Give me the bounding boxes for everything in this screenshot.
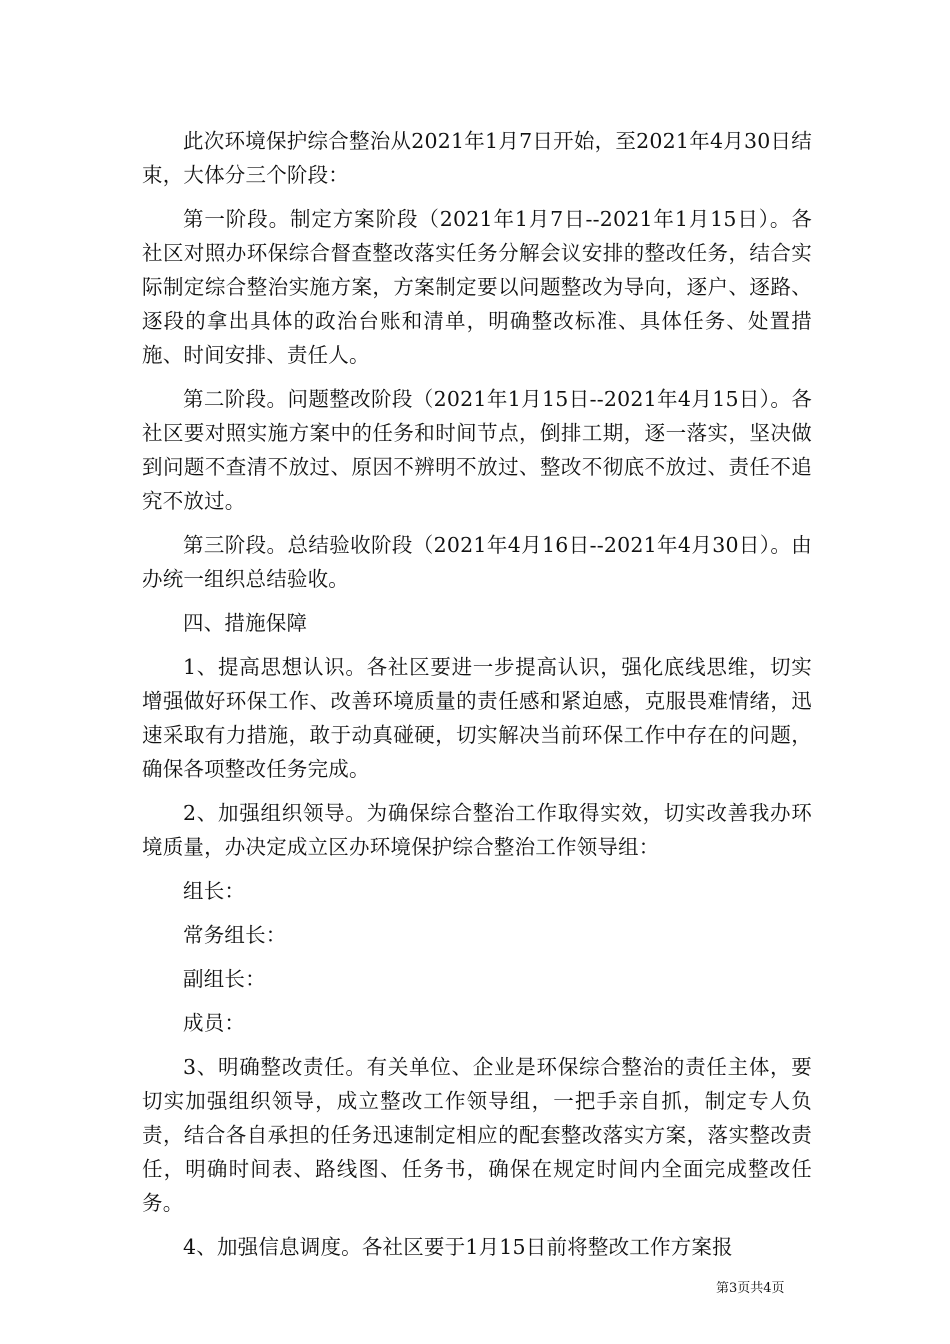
paragraph-phase-1: 第一阶段。制定方案阶段（2021年1月7日--2021年1月15日）。各社区对照办环保综合督查整改落实任务分解会议安排的整改任务，结合实际制定综合整治实施方案，方案制定要以问题整改为导向，逐户、逐路、逐段的拿出具体的政治台账和清单，明确整改标准、具体任务、处置措施、时间安排、责任人。 xyxy=(142,207,812,367)
paragraph-measure-3: 3、明确整改责任。有关单位、企业是环保综合整治的责任主体，要切实加强组织领导，成立整改工作领导组，一把手亲自抓，制定专人负责，结合各自承担的任务迅速制定相应的配套整改落实方案，落实整改责任，明确时间表、路线图、任务书，确保在规定时间内全面完成整改任务。 xyxy=(142,1055,812,1215)
paragraph-measure-2: 2、加强组织领导。为确保综合整治工作取得实效，切实改善我办环境质量，办决定成立区办环境保护综合整治工作领导组： xyxy=(142,801,812,859)
paragraph-phase-2: 第二阶段。问题整改阶段（2021年1月15日--2021年4月15日）。各社区要对照实施方案中的任务和时间节点，倒排工期，逐一落实，坚决做到问题不查清不放过、原因不辨明不放过、整改不彻底不放过、责任不追究不放过。 xyxy=(142,387,812,513)
role-leader: 组长： xyxy=(183,879,246,903)
role-members: 成员： xyxy=(183,1011,246,1035)
section-heading-measures: 四、措施保障 xyxy=(183,611,308,635)
role-executive-leader: 常务组长： xyxy=(183,923,287,947)
document-body xyxy=(142,124,812,1264)
paragraph-measure-1: 1、提高思想认识。各社区要进一步提高认识，强化底线思维，切实增强做好环保工作、改善环境质量的责任感和紧迫感，克服畏难情绪，迅速采取有力措施，敢于动真碰硬，切实解决当前环保工作中存在的问题，确保各项整改任务完成。 xyxy=(142,655,812,781)
page-number: 第3页共4页 xyxy=(716,1281,785,1296)
paragraph-measure-4: 4、加强信息调度。各社区要于1月15日前将整改工作方案报 xyxy=(183,1235,733,1259)
paragraph-schedule-intro: 此次环境保护综合整治从2021年1月7日开始，至2021年4月30日结束，大体分三个阶段： xyxy=(142,129,812,187)
paragraph-phase-3: 第三阶段。总结验收阶段（2021年4月16日--2021年4月30日）。由办统一组织总结验收。 xyxy=(142,533,812,591)
role-deputy-leader: 副组长： xyxy=(183,967,266,991)
